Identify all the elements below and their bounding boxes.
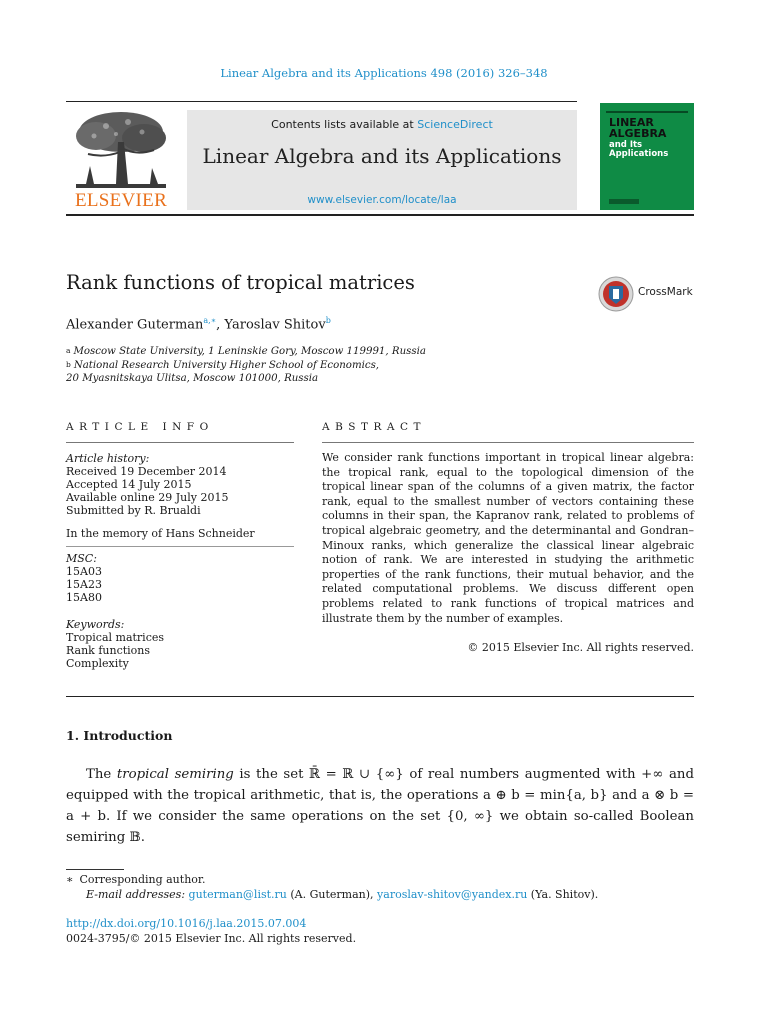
msc-label: MSC:: [66, 552, 97, 565]
affiliation-b-cont: [66, 373, 318, 384]
journal-header-box: [187, 110, 577, 210]
article-info-heading: ARTICLE INFO: [66, 421, 214, 433]
footnote-mark: ∗: [66, 873, 74, 886]
email-footnote: [86, 888, 598, 901]
crossmark-label: CrossMark: [638, 286, 693, 298]
memory-note: In the memory of Hans Schneider: [66, 527, 255, 540]
abstract-text: We consider rank functions important in tropical linear algebra: the tropical rank, equal to the topological dimension of the tropical linear span of the columns of a given matrix, the factor rank, equal to the smallest number of vectors containing these columns in their span, the Kapranov rank, related to problems of tropical algebraic geometry, and the determinantal and Gondran–Minoux ranks, which generalize the classical linear algebraic notion of rank. We are interested in studying the arithmetic properties of the rank functions, their mutual behavior, and the related computational problems. We discuss different open problems related to rank functions of tropical matrices and illustrate them by the number of examples.: [322, 451, 694, 625]
affiliation-a: [66, 346, 426, 357]
keyword: Complexity: [66, 657, 129, 670]
journal-name: Linear Algebra and its Applications: [202, 144, 562, 168]
header-top-rule: [66, 101, 577, 102]
affiliation-b: [66, 360, 379, 371]
affiliation-text: 20 Myasnitskaya Ulitsa, Moscow 101000, Russia: [66, 373, 319, 384]
history-label: Article history:: [66, 452, 150, 465]
email-link-guterman[interactable]: guterman@list.ru: [188, 888, 287, 901]
author-affiliation-mark[interactable]: b: [325, 316, 331, 325]
intro-text: The: [86, 767, 117, 782]
elsevier-logo: [66, 108, 176, 212]
contents-available-line: [187, 118, 577, 131]
msc-code: 15A23: [66, 578, 102, 591]
abstract-heading: ABSTRACT: [322, 421, 427, 433]
keyword: Tropical matrices: [66, 631, 165, 644]
affiliation-mark: b: [66, 360, 71, 369]
cover-top-band: [606, 111, 688, 113]
issn-copyright: 0024-3795/© 2015 Elsevier Inc. All rights reserved.: [66, 932, 357, 945]
abstract-copyright: © 2015 Elsevier Inc. All rights reserved.: [467, 641, 694, 654]
history-received: Received 19 December 2014: [66, 465, 227, 478]
corresponding-author-footnote: [66, 873, 205, 886]
affiliation-text: National Research University Higher School of Economics,: [73, 360, 380, 371]
abstract-rule: [322, 442, 694, 443]
author-affiliation-mark[interactable]: a,∗: [203, 316, 217, 325]
msc-code: 15A80: [66, 591, 102, 604]
email-owner: (A. Guterman),: [286, 888, 378, 901]
introduction-paragraph: [66, 764, 694, 848]
crossmark-badge[interactable]: [598, 276, 698, 312]
author-name: Yaroslav Shitov: [224, 317, 326, 333]
journal-cover-thumbnail[interactable]: [600, 103, 694, 210]
affiliation-text: Moscow State University, 1 Leninskie Gory, Moscow 119991, Russia: [73, 346, 426, 357]
author-separator: ,: [216, 317, 225, 333]
cover-title-line-2: ALGEBRA: [609, 127, 667, 140]
history-accepted: Accepted 14 July 2015: [66, 478, 192, 491]
affiliation-mark: a: [66, 346, 71, 355]
email-owner: (Ya. Shitov).: [527, 888, 599, 901]
history-online: Available online 29 July 2015: [66, 491, 229, 504]
msc-code: 15A03: [66, 565, 102, 578]
journal-url-link[interactable]: www.elsevier.com/locate/laa: [307, 194, 457, 206]
intro-text: is the set ℝ̄ = ℝ ∪ {∞} of real numbers augmented with +∞ and equipped with the tropical arithmetic, that is, the operations a ⊕ b = min{a, b} and a ⊗ b = a + b. If we consider the same operations on the set {0, ∞} we obtain so-called Boolean semiring 𝔹.: [66, 767, 694, 845]
footnote-text: Corresponding author.: [79, 873, 206, 886]
email-link-shitov[interactable]: yaroslav-shitov@yandex.ru: [377, 888, 528, 901]
cover-subtitle: [609, 141, 668, 159]
sciencedirect-link[interactable]: ScienceDirect: [417, 118, 493, 131]
crossmark-icon: [598, 276, 636, 312]
doi-link[interactable]: http://dx.doi.org/10.1016/j.laa.2015.07.004: [66, 917, 307, 930]
contents-prefix: Contents lists available at: [271, 118, 418, 131]
author-list: [66, 316, 331, 332]
intro-term: tropical semiring: [116, 767, 234, 782]
elsevier-tree-icon: [66, 108, 176, 192]
cover-subtitle-line-1: and Its: [609, 140, 643, 150]
keywords: [66, 618, 164, 670]
section-heading-introduction: 1. Introduction: [66, 728, 173, 743]
cover-footer-band: [609, 199, 639, 204]
paper-title: Rank functions of tropical matrices: [66, 271, 415, 294]
footnote-rule: [66, 869, 124, 870]
msc-codes: [66, 552, 102, 604]
cover-title: [609, 117, 666, 139]
article-info-rule: [66, 442, 294, 443]
keywords-label: Keywords:: [66, 618, 125, 631]
header-bottom-rule: [66, 214, 694, 216]
journal-citation-link[interactable]: Linear Algebra and its Applications 498 (2016) 326–348: [220, 66, 548, 80]
history-submitted: Submitted by R. Brualdi: [66, 504, 201, 517]
elsevier-wordmark: ELSEVIER: [74, 190, 168, 211]
front-matter-bottom-rule: [66, 696, 694, 697]
cover-title-line-1: LINEAR: [609, 116, 654, 129]
cover-subtitle-line-2: Applications: [609, 149, 669, 159]
info-divider-1: [66, 546, 294, 547]
email-label: E-mail addresses:: [86, 888, 186, 901]
article-history: [66, 452, 228, 517]
keyword: Rank functions: [66, 644, 151, 657]
author-name: Alexander Guterman: [66, 317, 204, 333]
